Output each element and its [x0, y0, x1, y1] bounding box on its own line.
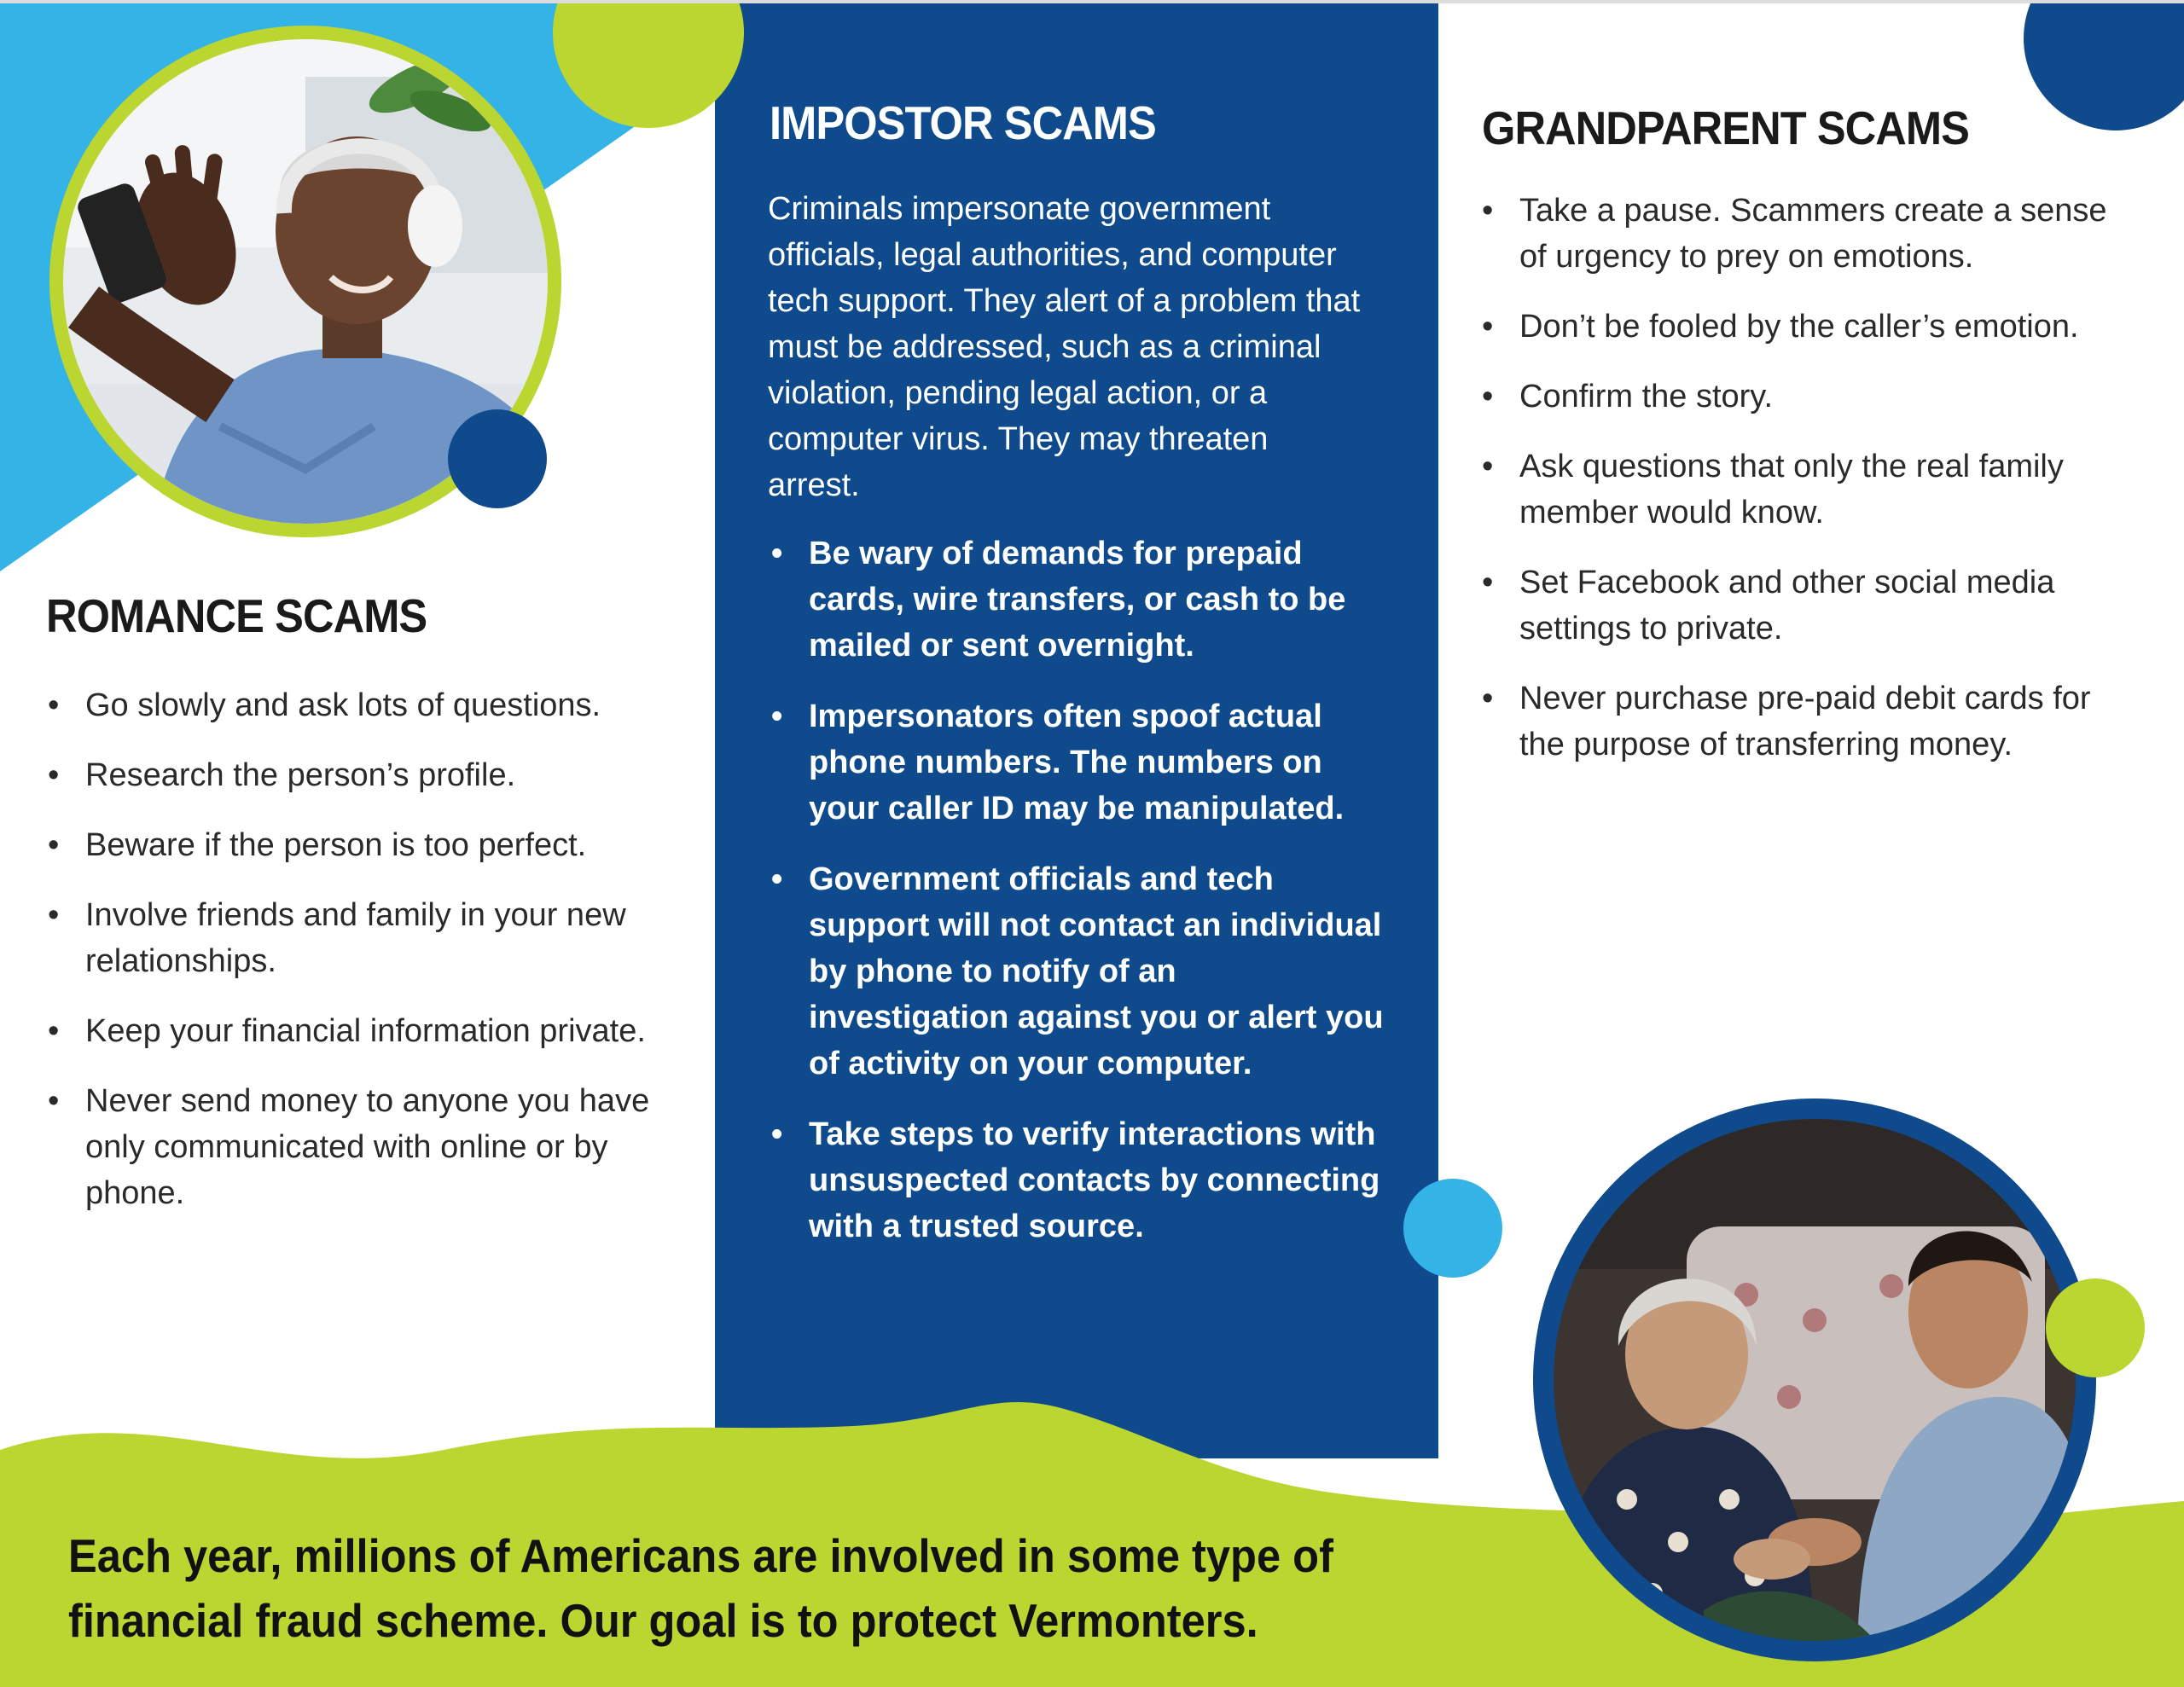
impostor-scams-list [768, 530, 1384, 1274]
list-item: • Confirm the story. [1478, 374, 2110, 420]
list-item: • Keep your financial information private. [44, 1008, 676, 1054]
list-item: • Never send money to anyone you have only communicated with online or by phone. [44, 1078, 676, 1216]
photo-grandmother-and-grandson-image [1533, 1099, 2096, 1661]
romance-scams-list [44, 682, 676, 1240]
footer-statement-line-1: Each year, millions of Americans are involved in some type of [68, 1529, 1333, 1582]
romance-scams-heading: ROMANCE SCAMS [46, 589, 427, 642]
photo-man-with-headphones [49, 26, 561, 537]
list-item: • Never purchase pre-paid debit cards for the purpose of transferring money. [1478, 675, 2110, 768]
list-item: • Take a pause. Scammers create a sense of urgency to prey on emotions. [1478, 188, 2110, 280]
list-item: • Set Facebook and other social media settings to private. [1478, 559, 2110, 652]
list-item: • Be wary of demands for prepaid cards, wire transfers, or cash to be mailed or sent overnight. [768, 530, 1384, 669]
photo-grandmother-and-grandson [1533, 1099, 2096, 1661]
list-item: • Take steps to verify interactions with unsuspected contacts by connecting with a trusted source. [768, 1111, 1384, 1249]
list-item: • Involve friends and family in your new relationships. [44, 892, 676, 984]
footer-statement-line-2: financial fraud scheme. Our goal is to protect Vermonters. [68, 1594, 1258, 1647]
grandparent-scams-heading: GRANDPARENT SCAMS [1482, 101, 1969, 154]
list-item: • Don’t be fooled by the caller’s emotion. [1478, 304, 2110, 350]
photo-man-with-headphones-image [49, 26, 561, 537]
sky-blue-circle [1403, 1179, 1502, 1278]
list-item: • Impersonators often spoof actual phone numbers. The numbers on your caller ID may be manipulated. [768, 693, 1384, 832]
list-item: • Research the person’s profile. [44, 752, 676, 798]
list-item: • Go slowly and ask lots of questions. [44, 682, 676, 728]
list-item: • Ask questions that only the real family member would know. [1478, 443, 2110, 536]
grandparent-scams-list [1478, 188, 2110, 791]
list-item: • Beware if the person is too perfect. [44, 822, 676, 868]
list-item: • Government officials and tech support will not contact an individual by phone to notify of an investigation against you or alert you of activity on your computer. [768, 856, 1384, 1087]
impostor-scams-heading: IMPOSTOR SCAMS [770, 96, 1156, 149]
impostor-intro: Criminals impersonate government officials, legal authorities, and computer tech support. They alert of a problem that must be addressed, such as a criminal violation, pending legal action, or a computer virus. They may threaten arrest. [768, 191, 1361, 503]
top-border [0, 0, 2184, 3]
navy-circle-top-right [2024, 0, 2184, 130]
